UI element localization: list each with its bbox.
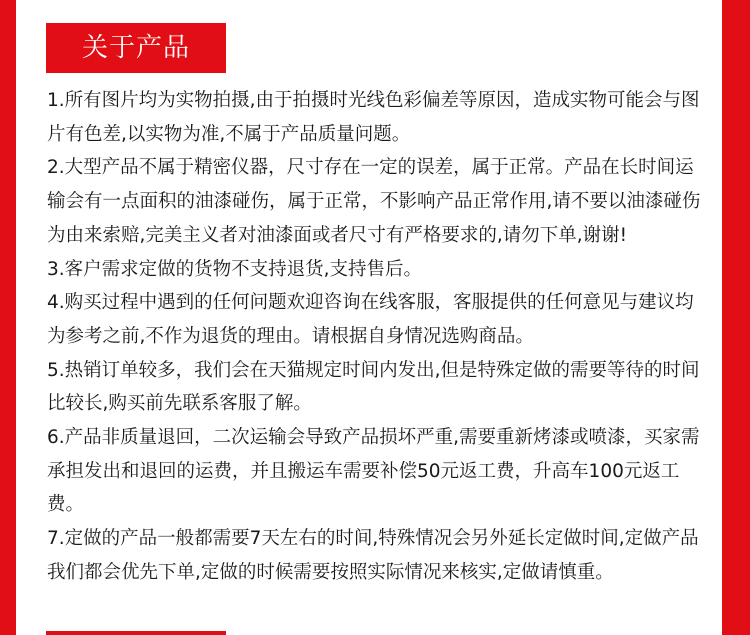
note-item-2: 2.大型产品不属于精密仪器，尺寸存在一定的误差，属于正常。产品在长时间运输会有一点面积的油漆碰伤，属于正常，不影响产品正常作用,请不要以油漆碰伤为由来索赔,完美主义者对油漆面或者尺寸有严格要求的,请勿下单,谢谢! — [47, 157, 701, 246]
note-item-6: 6.产品非质量退回，二次运输会导致产品损坏严重,需要重新烤漆或喷漆，买家需承担发出和退回的运费，并且搬运车需要补偿50元返工费，升高车100元返工费。 — [47, 427, 700, 516]
note-item-3: 3.客户需求定做的货物不支持退货,支持售后。 — [47, 258, 423, 280]
section-title: 关于产品 — [46, 23, 226, 73]
content-panel — [16, 0, 722, 635]
note-item-5: 5.热销订单较多，我们会在天猫规定时间内发出,但是特殊定做的需要等待的时间比较长,购买前先联系客服了解。 — [47, 359, 700, 415]
note-item-4: 4.购买过程中遇到的任何问题欢迎咨询在线客服，客服提供的任何意见与建议均为参考之前,不作为退货的理由。请根据自身情况选购商品。 — [47, 292, 694, 347]
note-item-7: 7.定做的产品一般都需要7天左右的时间,特殊情况会另外延长定做时间,定做产品我们都会优先下单,定做的时候需要按照实际情况来核实,定做请慎重。 — [47, 528, 699, 583]
note-item-1: 1.所有图片均为实物拍摄,由于拍摄时光线色彩偏差等原因，造成实物可能会与图片有色差,以实物为准,不属于产品质量问题。 — [47, 90, 700, 145]
notes-list — [47, 84, 711, 590]
bottom-accent-strip — [46, 631, 226, 635]
